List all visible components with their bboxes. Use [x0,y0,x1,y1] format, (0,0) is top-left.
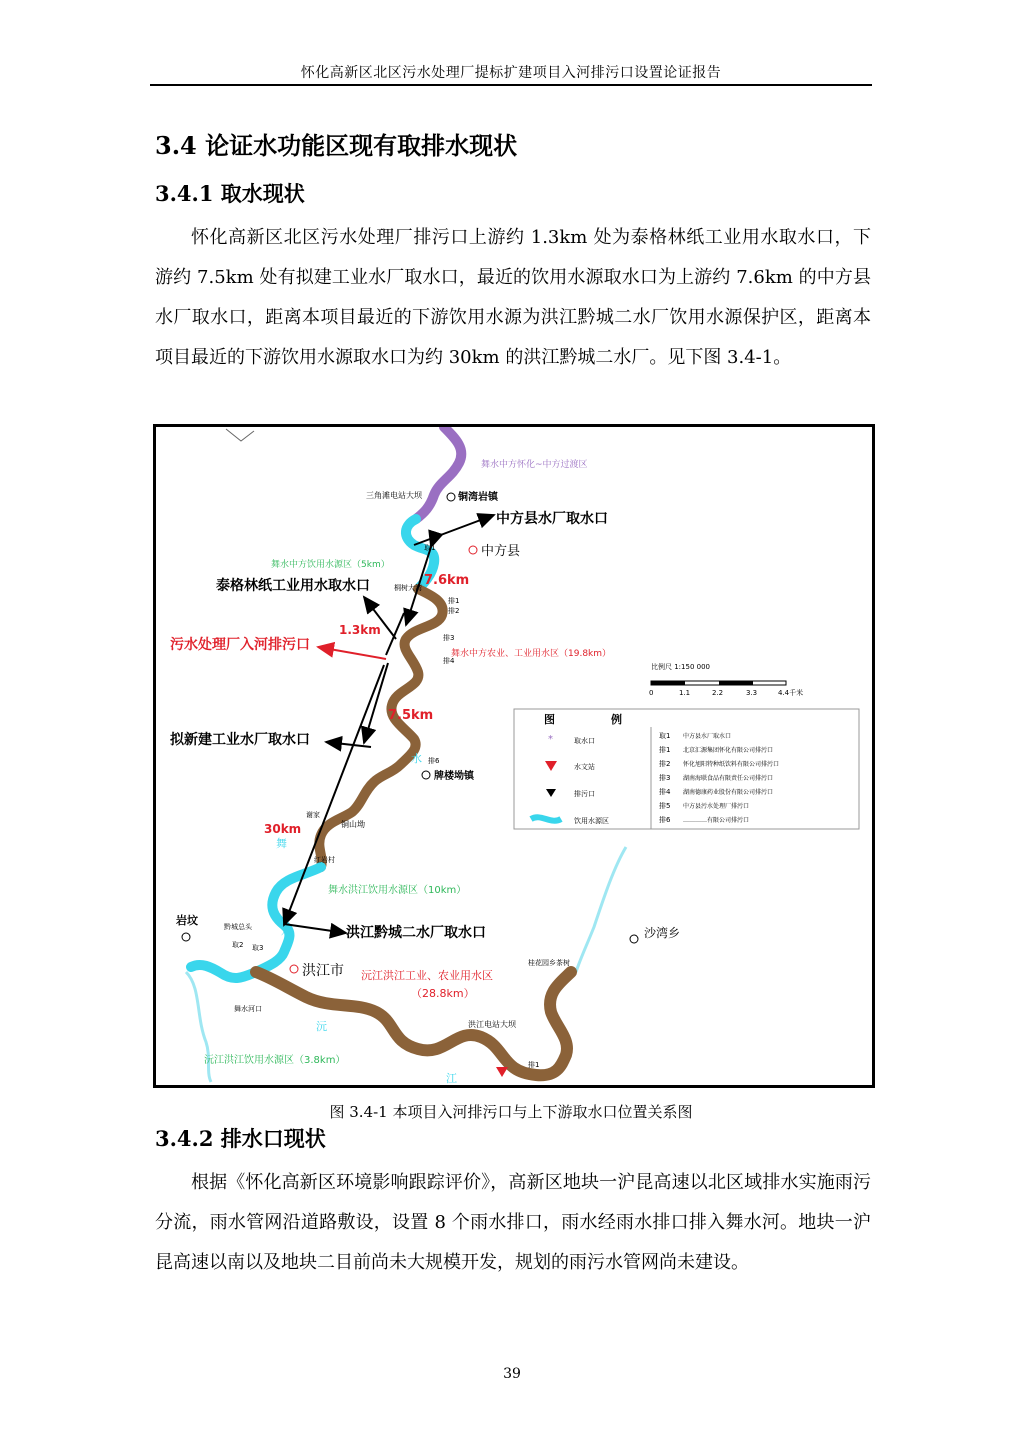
svg-text:取水口: 取水口 [574,737,595,745]
small-label: 排2 [448,607,460,615]
small-label: 取1 [424,544,436,552]
svg-text:*: * [548,734,553,745]
label-hongjiang-city: 洪江市 [302,963,344,979]
town-marker-yanbian [182,933,190,941]
small-label: 排6 [428,757,440,765]
small-label: 舞水河口 [234,1005,262,1013]
svg-text:中方县水厂取水口: 中方县水厂取水口 [683,733,732,740]
town-marker-tongwan [447,493,455,501]
label-dist-75: 7.5km [388,708,434,723]
svg-text:排2: 排2 [659,760,671,768]
map-legend [514,709,859,829]
label-paileng: 牌楼坳镇 [434,771,474,782]
svg-text:北京汇源集团怀化有限公司排污口: 北京汇源集团怀化有限公司排污口 [683,747,774,754]
small-label: 排1 [528,1061,540,1069]
label-dam2: 洪江电站大坝 [468,1020,516,1029]
svg-text:湖南海联食品有限责任公司排污口: 湖南海联食品有限责任公司排污口 [683,775,774,782]
section-heading: 3.4 论证水功能区现有取排水现状 [155,131,518,160]
svg-text:取1: 取1 [659,732,671,740]
scale-text: 比例尺 1:150 000 [651,663,710,671]
label-zone-drink: 舞水中方饮用水源区（5km） [271,560,390,570]
dam-marker [496,1067,508,1077]
river-agri-reach [319,589,442,867]
svg-text:4.4千米: 4.4千米 [778,689,804,697]
label-tongwan: 铜湾岩镇 [458,492,498,503]
arrow-outfall [318,647,386,659]
svg-text:水文站: 水文站 [574,763,595,771]
label-new-intake: 拟新建工业水厂取水口 [170,732,310,748]
river-label-wu-2: 舞 [276,837,287,850]
small-label: 取3 [252,944,264,952]
svg-text:3.3: 3.3 [746,689,758,697]
town-marker-shawan [630,935,638,943]
svg-text:中方县污水处理厂排污口: 中方县污水处理厂排污口 [683,803,750,810]
label-outfall: 污水处理厂入河排污口 [170,637,310,653]
svg-text:排4: 排4 [659,788,671,796]
river-label-yuan: 沅 [316,1020,327,1033]
arrow-zhongfang-intake [414,515,494,545]
location-map [156,427,872,1085]
label-dist-13: 1.3km [339,623,381,637]
river-label-wu-1: 水 [411,752,422,765]
small-label: 排3 [443,634,455,642]
figure-caption: 图 3.4-1 本项目入河排污口与上下游取水口位置关系图 [329,1103,693,1121]
county-marker-zhongfang [469,546,477,554]
river-transition-reach [416,427,461,519]
river-drinking-reach-hongjiang [191,867,321,978]
svg-text:排5: 排5 [659,802,671,810]
legend-title-right: 例 [611,713,622,726]
svg-text:…………有限公司排污口: …………有限公司排污口 [683,817,750,824]
paragraph-outfall: 根据《怀化高新区环境影响跟踪评价》，高新区地块一沪昆高速以北区域排水实施雨污分流，雨水管网沿道路敷设，设置 8 个雨水排口，雨水经雨水排口排入舞水河。地块一沪昆高速以南以及地块二目前尚未大规模开发，规划的雨污水管网尚未建设。 [155,1172,871,1273]
svg-text:0: 0 [649,689,654,697]
subsection-heading-intake: 3.4.1 取水现状 [155,181,305,206]
paragraph-intake: 怀化高新区北区污水处理厂排污口上游约 1.3km 处为泰格林纸工业用水取水口，下游约 7.5km 处有拟建工业水厂取水口，最近的饮用水源取水口为上游约 7.6km 的中方县水厂取水口，距离本项目最近的下游饮用水源为洪江黔城二水厂饮用水源保护区，距离本项目最近的下游饮用水源取水口为约 30km 的洪江黔城二水厂。见下图 3.4-1。 [155,227,871,368]
label-zone-hongjiang: 舞水洪江饮用水源区（10km） [328,885,467,896]
page-number: 39 [503,1366,521,1382]
small-label: 桐树大湾 [394,584,422,592]
label-zone-yuan-agri-len: （28.8km） [411,987,475,1000]
dist-line-75 [364,663,388,743]
river-label-jiang: 江 [446,1072,457,1085]
svg-text:排6: 排6 [659,816,671,824]
label-hongjiang-intake: 洪江黔城二水厂取水口 [346,925,486,941]
small-label: 取2 [232,941,244,949]
label-shawan: 沙湾乡 [644,926,681,940]
label-zone-yuan-drink: 沅江洪江饮用水源区（3.8km） [204,1055,346,1066]
subsection-heading-outfall: 3.4.2 排水口现状 [155,1126,326,1151]
label-yanbian: 岩坟 [176,914,198,927]
page-header-title: 怀化高新区北区污水处理厂提标扩建项目入河排污口设置论证报告 [300,65,722,81]
river-label-shui-2: 水 [281,925,292,938]
label-dam: 三角滩电站大坝 [366,491,422,500]
small-label: 黔城总头 [224,923,252,931]
label-zhongfang-county: 中方县 [481,544,521,559]
city-marker-hongjiang [290,965,298,973]
label-dist-76: 7.6km [424,573,470,588]
small-label: 排4 [443,657,455,665]
svg-text:2.2: 2.2 [712,689,724,697]
label-dist-30: 30km [264,822,302,836]
label-zhongfang-intake: 中方县水厂取水口 [496,511,608,527]
svg-text:排1: 排1 [659,746,671,754]
label-zone-agri: 舞水中方农业、工业用水区（19.8km） [451,649,612,659]
header-rule [150,84,872,86]
svg-text:怀化旭阳特种纸饮料有限公司排污口: 怀化旭阳特种纸饮料有限公司排污口 [683,761,780,768]
svg-text:湖南德康药业股份有限公司排污口: 湖南德康药业股份有限公司排污口 [683,789,774,796]
svg-text:1.1: 1.1 [679,689,691,697]
svg-text:饮用水源区: 饮用水源区 [574,817,609,825]
label-zone-yuan-agri: 沅江洪江工业、农业用水区 [361,969,493,982]
town-marker-paileng [422,771,430,779]
small-label: 铜山坳 [341,820,365,829]
legend-title-left: 图 [544,713,555,726]
small-label: 红岩村 [314,856,335,864]
svg-text:排污口: 排污口 [574,790,595,798]
svg-text:排3: 排3 [659,774,671,782]
label-tiger-intake: 泰格林纸工业用水取水口 [216,578,370,594]
location-map-figure [153,424,875,1088]
tributary-river [576,847,626,972]
small-label: 桂花园乡茶树 [528,959,570,967]
small-label: 谢家 [306,811,320,819]
label-zone-top: 舞水中方怀化~中方过渡区 [481,460,588,470]
small-label: 排1 [448,597,460,605]
